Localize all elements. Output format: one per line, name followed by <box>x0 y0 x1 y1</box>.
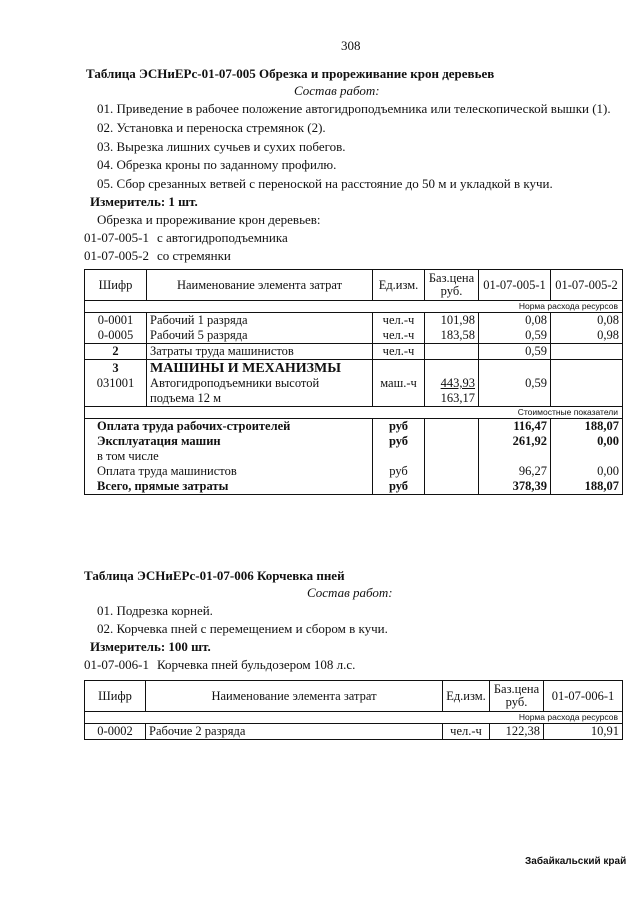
row-value-1: 0,08 <box>479 313 551 329</box>
machines-price-2: 163,17 <box>440 391 475 405</box>
table1-work-item: 04. Обрезка кроны по заданному профилю. <box>97 157 337 172</box>
cost-value-2: 188,07 <box>551 419 623 435</box>
table2-work-item: 01. Подрезка корней. <box>97 603 213 618</box>
table-row <box>85 313 623 329</box>
cost-name: Оплата труда рабочих-строителей <box>85 419 373 435</box>
row-code: 0-0001 <box>85 313 147 329</box>
row-value-1: 0,59 <box>479 344 551 360</box>
table2-title: Таблица ЭСНиЕРс-01-07-006 Корчевка пней <box>84 568 345 583</box>
table1-work-item: 02. Установка и переноска стремянок (2). <box>97 120 326 135</box>
cost-price-empty <box>425 449 479 464</box>
cost-value-1: 96,27 <box>479 464 551 479</box>
cost-unit <box>373 449 425 464</box>
cost-name: Оплата труда машинистов <box>85 464 373 479</box>
cost-row <box>85 434 623 449</box>
cost-price-empty <box>425 434 479 449</box>
cost-row <box>85 419 623 435</box>
cost-name: Эксплуатация машин <box>85 434 373 449</box>
row-value-1: 10,91 <box>544 724 623 740</box>
table2-header-row <box>85 681 623 712</box>
table1-composition-heading: Состав работ: <box>294 83 380 98</box>
table2-meter: Измеритель: 100 шт. <box>90 639 211 654</box>
table-row <box>85 344 623 360</box>
row-value-1: 0,59 <box>479 328 551 344</box>
col-header-variant-1: 01-07-006-1 <box>544 681 623 712</box>
row-unit: чел.-ч <box>373 344 425 360</box>
cost-price-empty <box>425 419 479 435</box>
machines-section-code: 3 <box>112 361 119 375</box>
machines-section-title: МАШИНЫ И МЕХАНИЗМЫ <box>150 361 342 376</box>
col-header-unit: Ед.изм. <box>443 681 490 712</box>
row-price: 101,98 <box>425 313 479 329</box>
row-name: Рабочий 1 разряда <box>147 313 373 329</box>
machines-name-cell <box>147 360 373 407</box>
cost-value-1: 261,92 <box>479 434 551 449</box>
table1 <box>84 269 623 495</box>
table2-composition-heading: Состав работ: <box>307 585 393 600</box>
cost-value-1: 378,39 <box>479 479 551 495</box>
cost-name: в том числе <box>85 449 373 464</box>
row-price <box>425 344 479 360</box>
cost-value-2: 0,00 <box>551 434 623 449</box>
col-header-price: Баз.цена руб. <box>490 681 544 712</box>
row-unit: чел.-ч <box>443 724 490 740</box>
row-value-2 <box>551 344 623 360</box>
col-header-code: Шифр <box>85 270 147 301</box>
cost-value-1 <box>479 449 551 464</box>
cost-unit: руб <box>373 434 425 449</box>
footer-region: Забайкальский край <box>525 856 627 867</box>
table1-work-item: 01. Приведение в рабочее положение автогидроподъемника или телескопической вышки (1). <box>97 101 611 116</box>
table1-variant-desc: со стремянки <box>157 248 231 263</box>
row-name: Рабочий 5 разряда <box>147 328 373 344</box>
cost-value-2: 0,00 <box>551 464 623 479</box>
table2-variant-desc: Корчевка пней бульдозером 108 л.с. <box>157 657 356 672</box>
row-code: 2 <box>85 344 147 360</box>
page-number: 308 <box>341 38 361 53</box>
cost-section-label: Стоимостные показатели <box>85 407 623 419</box>
table1-intro: Обрезка и прореживание крон деревьев: <box>97 212 321 227</box>
machines-item-name: Автогидроподъемники высотой <box>150 376 320 390</box>
table2-work-item: 02. Корчевка пней с перемещением и сбором в кучи. <box>97 621 388 636</box>
table1-meter: Измеритель: 1 шт. <box>90 194 198 209</box>
machines-value-1: 0,59 <box>479 360 551 407</box>
table-row <box>85 724 623 740</box>
col-header-code: Шифр <box>85 681 146 712</box>
cost-row <box>85 464 623 479</box>
table-row <box>85 328 623 344</box>
table1-variant-code: 01-07-005-2 <box>84 248 149 263</box>
machines-value-2 <box>551 360 623 407</box>
row-name: Рабочие 2 разряда <box>146 724 443 740</box>
table2-variant-code: 01-07-006-1 <box>84 657 149 672</box>
row-price: 183,58 <box>425 328 479 344</box>
machines-price-1: 443,93 <box>440 376 475 390</box>
row-unit: чел.-ч <box>373 328 425 344</box>
norm-section-label: Норма расхода ресурсов <box>85 712 623 724</box>
col-header-price: Баз.цена руб. <box>425 270 479 301</box>
machines-unit: маш.-ч <box>373 360 425 407</box>
row-name: Затраты труда машинистов <box>147 344 373 360</box>
cost-price-empty <box>425 479 479 495</box>
row-price: 122,38 <box>490 724 544 740</box>
cost-row <box>85 449 623 464</box>
norm-section-label: Норма расхода ресурсов <box>85 301 623 313</box>
row-value-2: 0,98 <box>551 328 623 344</box>
col-header-unit: Ед.изм. <box>373 270 425 301</box>
cost-section-row <box>85 407 623 419</box>
col-header-name: Наименование элемента затрат <box>146 681 443 712</box>
col-header-variant-2: 01-07-005-2 <box>551 270 623 301</box>
cost-price-empty <box>425 464 479 479</box>
machines-code-cell <box>85 360 147 407</box>
machines-item-code: 031001 <box>96 376 135 390</box>
table1-variant-code: 01-07-005-1 <box>84 230 149 245</box>
cost-unit: руб <box>373 464 425 479</box>
cost-value-2: 188,07 <box>551 479 623 495</box>
cost-name: Всего, прямые затраты <box>85 479 373 495</box>
cost-unit: руб <box>373 419 425 435</box>
table1-work-item: 03. Вырезка лишних сучьев и сухих побегов. <box>97 139 346 154</box>
col-header-name: Наименование элемента затрат <box>147 270 373 301</box>
row-code: 0-0005 <box>85 328 147 344</box>
table1-work-item: 05. Сбор срезанных ветвей с переноской на расстояние до 50 м и укладкой в кучи. <box>97 176 553 191</box>
machines-item-name-cont: подъема 12 м <box>150 391 221 405</box>
table2 <box>84 680 623 740</box>
norm-section-row <box>85 301 623 313</box>
machines-price-cell <box>425 360 479 407</box>
table1-title: Таблица ЭСНиЕРс-01-07-005 Обрезка и прореживание крон деревьев <box>86 66 495 81</box>
cost-value-1: 116,47 <box>479 419 551 435</box>
norm-section-row <box>85 712 623 724</box>
cost-row <box>85 479 623 495</box>
machines-row <box>85 360 623 407</box>
row-value-2: 0,08 <box>551 313 623 329</box>
table1-header-row <box>85 270 623 301</box>
row-unit: чел.-ч <box>373 313 425 329</box>
cost-value-2 <box>551 449 623 464</box>
table1-variant-desc: с автогидроподъемника <box>157 230 288 245</box>
col-header-variant-1: 01-07-005-1 <box>479 270 551 301</box>
row-code: 0-0002 <box>85 724 146 740</box>
cost-unit: руб <box>373 479 425 495</box>
